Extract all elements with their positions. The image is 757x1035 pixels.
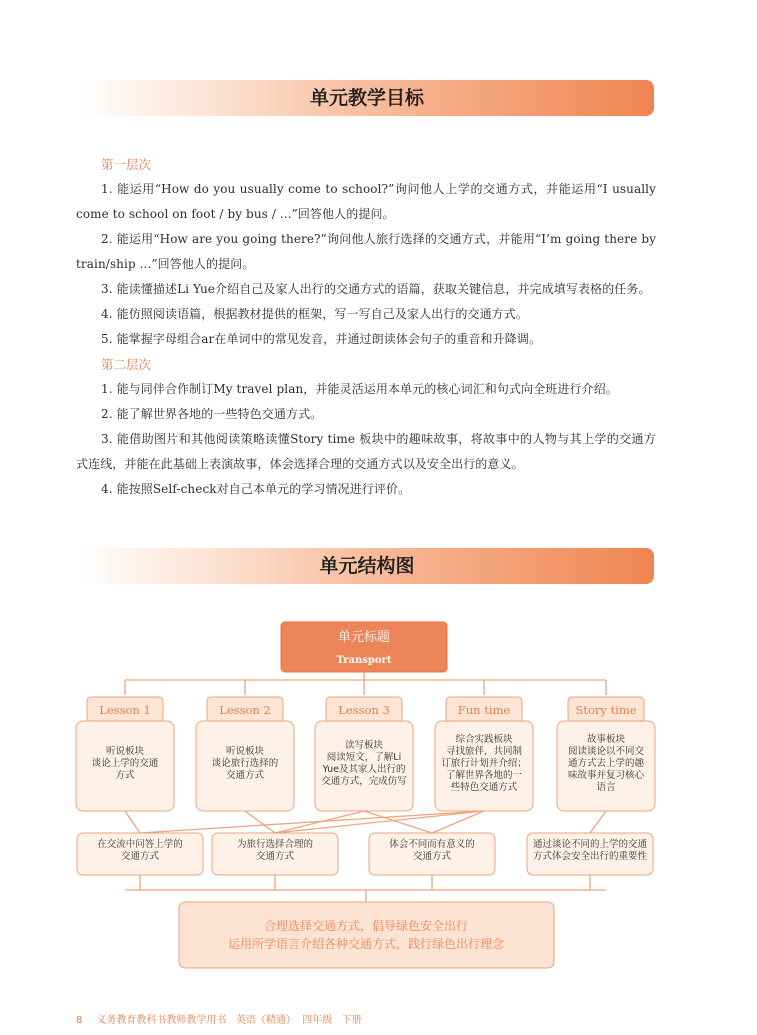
lesson-line: 交通方式 (225, 770, 265, 781)
level2-title: 第二层次 (101, 357, 152, 372)
outcome-line: 方式体会安全出行的重要性 (532, 851, 648, 862)
outcome-line: 通过谈论不同的上学的交通 (532, 839, 648, 850)
goal-item: 2. 能运用“How are you going there?”询问他人旅行选择的交通方式，并能用“I’m going there by train/ship ...”回答他人的提问。 (76, 232, 656, 271)
outcome-line: 交通方式 (120, 851, 160, 862)
lesson-line: 些特色交通方式 (450, 782, 518, 793)
lesson-line: 谈论上学的交通 (91, 758, 159, 769)
connector-lesson-outcome (125, 811, 140, 833)
lesson-line: 阅读谈论以不同交 (567, 746, 645, 757)
goal-item: 2. 能了解世界各地的一些特色交通方式。 (101, 407, 323, 421)
unit-structure-diagram (0, 600, 757, 980)
lesson-line: 寻找旅伴，共同制 (445, 746, 523, 757)
root-title: 单元标题 (337, 630, 391, 645)
lesson-line: 听说板块 (225, 746, 265, 757)
lesson-line: 综合实践板块 (455, 734, 513, 745)
goal-line: 合理选择交通方式，倡导绿色安全出行 (263, 919, 469, 933)
lesson-line: 通方式去上学的趣 (567, 758, 645, 769)
goal-line: 运用所学语言介绍各种交通方式，践行绿色出行理念 (227, 937, 505, 951)
lesson-line: 读写板块 (344, 740, 384, 751)
outcome-line: 为旅行选择合理的 (236, 839, 314, 850)
lesson-line: 阅读短文，了解Li (326, 752, 402, 763)
page-footer (76, 1011, 362, 1026)
goal-item: 1. 能与同伴合作制订My travel plan，并能灵活运用本单元的核心词汇和句式向全班进行介绍。 (101, 382, 618, 396)
connector-lesson-outcome (245, 811, 275, 833)
lesson-tab-label: Lesson 2 (219, 703, 271, 717)
root-subtitle: Transport (336, 655, 392, 666)
goal-item: 3. 能借助图片和其他阅读策略读懂Story time 板块中的趣味故事，将故事中的人物与其上学的交通方式连线，并能在此基础上表演故事，体会选择合理的交通方式以及安全出行的意义。 (76, 432, 656, 471)
lesson-line: Yue及其家人出行的 (322, 764, 406, 775)
lesson-tab-label: Story time (575, 703, 637, 717)
lesson-line: 味故事并复习核心 (567, 770, 645, 781)
goal-item: 5. 能掌握字母组合ar在单词中的常见发音，并通过朗读体会句子的重音和升降调。 (101, 332, 542, 346)
page-number: 8 (76, 1015, 83, 1026)
goals-text (76, 152, 656, 502)
goal-item: 3. 能读懂描述Li Yue介绍自己及家人出行的交通方式的语篇，获取关键信息，并完成填写表格的任务。 (101, 282, 651, 296)
goal-item: 1. 能运用“How do you usually come to school?”询问他人上学的交通方式，并能运用“I usually come to school on foot / by bus / ...”回答他人的提问。 (76, 182, 656, 221)
footer-text: 义务教育教科书教师教学用书 英语（精通） 四年级 下册 (96, 1015, 362, 1026)
lesson-tab-label: Lesson 3 (338, 703, 390, 717)
section-banner-goals: 单元教学目标 (80, 80, 654, 116)
goal-item: 4. 能按照Self-check对自己本单元的学习情况进行评价。 (101, 482, 411, 496)
goal-item: 4. 能仿照阅读语篇，根据教材提供的框架，写一写自己及家人出行的交通方式。 (101, 307, 528, 321)
section-banner-structure: 单元结构图 (80, 548, 654, 584)
connector-lesson-outcome (590, 811, 606, 833)
outcome-line: 在交流中问答上学的 (97, 839, 183, 850)
lesson-tab-label: Fun time (457, 703, 511, 717)
lesson-tab-label: Lesson 1 (99, 703, 151, 717)
goal-box (179, 902, 554, 968)
lesson-line: 故事板块 (586, 734, 626, 745)
outcome-line: 交通方式 (255, 851, 295, 862)
level1-title: 第一层次 (101, 157, 152, 172)
lesson-line: 谈论旅行选择的 (211, 758, 279, 769)
lesson-line: 听说板块 (105, 746, 145, 757)
outcome-line: 体会不同而有意义的 (389, 839, 475, 850)
lesson-line: 语言 (596, 782, 616, 793)
lesson-line: 方式 (115, 770, 135, 781)
lesson-line: 订旅行计划并介绍； (441, 758, 527, 769)
lesson-line: 交通方式，完成仿写 (321, 776, 407, 787)
outcome-line: 交通方式 (412, 851, 452, 862)
lesson-line: 了解世界各地的一 (445, 770, 523, 781)
